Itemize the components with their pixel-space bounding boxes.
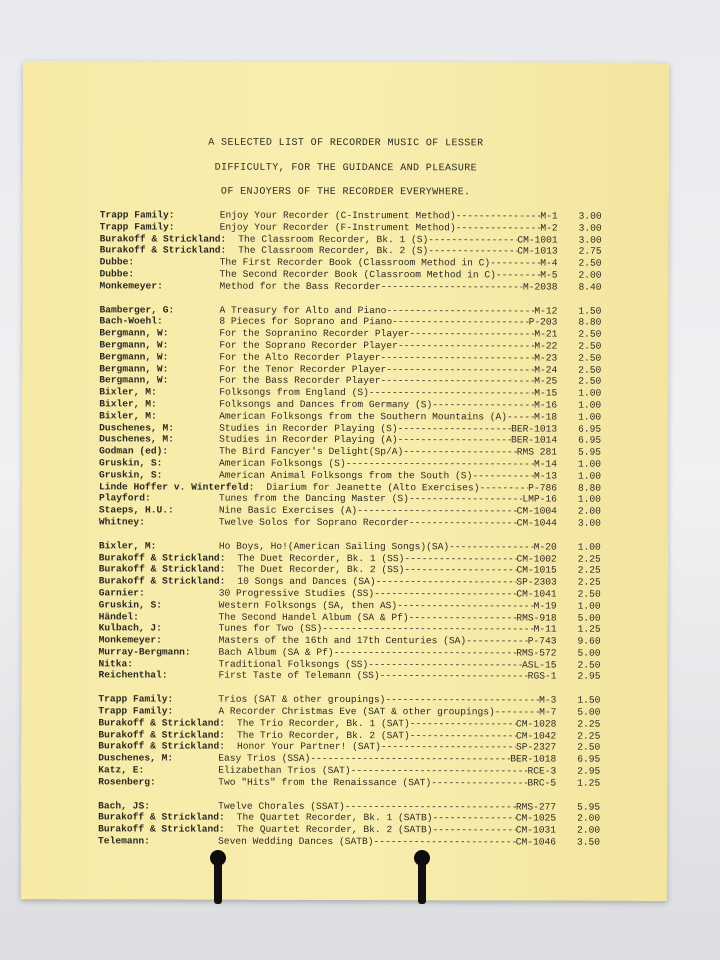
- item-author: Burakoff & Strickland:: [99, 232, 227, 245]
- item-title: The Classroom Recorder, Bk. 2 (S): [238, 245, 429, 257]
- item-title: The Quartet Recorder, Bk. 2 (SATB): [236, 823, 433, 836]
- item-code: M-14: [533, 458, 558, 470]
- item-title: Nine Basic Exercises (A): [218, 504, 358, 517]
- item-code: CM-1028: [516, 718, 557, 730]
- item-author: Dubbe:: [99, 268, 135, 280]
- dotted-leader: [381, 742, 516, 754]
- item-title: Studies in Recorder Playing (S): [219, 422, 398, 434]
- item-title: Tunes for Two (SS): [218, 622, 323, 635]
- item-author: Godman (ed):: [99, 445, 169, 457]
- item-author: Bach, JS:: [98, 800, 150, 812]
- dotted-leader: [428, 234, 517, 246]
- dotted-leader: [456, 210, 541, 222]
- item-code: M-16: [534, 399, 558, 411]
- item-code: M-11: [533, 623, 557, 635]
- item-code: M-20: [533, 541, 557, 553]
- item-price: 1.00: [577, 541, 601, 553]
- item-title: 8 Pieces for Soprano and Piano: [219, 316, 393, 328]
- item-title: The Quartet Recorder, Bk. 1 (SATB): [236, 812, 433, 824]
- item-price: 8.40: [578, 281, 602, 293]
- item-title: Honor Your Partner! (SAT): [236, 741, 381, 753]
- dotted-leader: [334, 647, 517, 659]
- item-title: Traditional Folksongs (SS): [218, 658, 369, 670]
- item-author: Burakoff & Strickland:: [98, 729, 226, 741]
- item-title: The Duet Recorder, Bk. 2 (SS): [237, 564, 405, 576]
- item-title: For the Tenor Recorder Player: [219, 363, 387, 375]
- item-code: CM-1044: [516, 517, 557, 529]
- item-code: M-21: [534, 328, 558, 340]
- list-section: [99, 304, 602, 529]
- item-code: M-2038: [522, 281, 558, 293]
- item-code: M-1: [540, 210, 558, 222]
- item-price: 2.50: [577, 659, 601, 671]
- music-list: [98, 209, 602, 860]
- item-code: P-786: [528, 482, 557, 494]
- item-author: Murray-Bergmann:: [98, 646, 191, 658]
- item-price: 2.50: [578, 364, 602, 376]
- item-price: 2.00: [578, 269, 602, 281]
- item-code: SP-2303: [516, 576, 557, 588]
- heading-line-2: DIFFICULTY, FOR THE GUIDANCE AND PLEASURE: [214, 162, 478, 175]
- dotted-leader: [404, 553, 516, 565]
- dotted-leader: [398, 434, 511, 446]
- item-price: 2.95: [577, 765, 601, 777]
- dotted-leader: [409, 493, 522, 505]
- item-author: Monkemeyer:: [99, 280, 163, 292]
- item-price: 2.50: [578, 352, 602, 364]
- item-author: Duschenes, M:: [99, 433, 174, 445]
- dotted-leader: [374, 588, 516, 600]
- item-price: 2.50: [578, 375, 602, 388]
- item-code: RGS-1: [527, 670, 557, 683]
- item-code: M-5: [540, 269, 558, 281]
- item-author: Burakoff & Strickland:: [98, 811, 225, 824]
- item-price: 5.95: [577, 801, 601, 813]
- dotted-leader: [345, 801, 516, 813]
- item-price: 2.50: [577, 588, 601, 600]
- item-author: Burakoff & Strickland:: [99, 244, 227, 257]
- item-author: Bergmann, W:: [99, 327, 169, 339]
- item-author: Burakoff & Strickland:: [98, 551, 226, 564]
- dotted-leader: [346, 458, 534, 470]
- item-author: Gruskin, S:: [99, 457, 163, 469]
- recorder-music-list-sheet: [21, 61, 669, 901]
- dotted-leader: [322, 623, 533, 635]
- item-author: Nitka:: [98, 658, 134, 670]
- item-code: BRC-5: [527, 777, 557, 789]
- item-title: The Bird Fancyer's Delight(Sp/A): [219, 445, 404, 458]
- dotted-leader: [431, 777, 527, 789]
- list-section: [98, 540, 600, 683]
- item-price: 6.95: [578, 423, 602, 435]
- dotted-leader: [472, 470, 534, 482]
- dotted-leader: [404, 564, 516, 576]
- item-title: A Treasury for Alto and Piano: [219, 304, 387, 316]
- item-price: 1.00: [578, 387, 602, 399]
- item-code: BER-1013: [511, 422, 558, 435]
- list-section: [99, 209, 601, 293]
- dotted-leader: [380, 375, 534, 387]
- dotted-leader: [351, 765, 528, 777]
- dotted-leader: [397, 600, 534, 612]
- item-title: 10 Songs and Dances (SA): [237, 575, 376, 588]
- list-item: [98, 670, 600, 683]
- item-author: Rosenberg:: [98, 776, 156, 788]
- item-price: 6.95: [578, 434, 602, 447]
- item-author: Bixler, M:: [99, 410, 157, 422]
- item-code: CM-1013: [517, 245, 558, 257]
- item-code: M-3: [539, 694, 557, 706]
- item-price: 1.25: [577, 777, 601, 789]
- item-title: The Trio Recorder, Bk. 1 (SAT): [237, 717, 410, 730]
- item-title: The Classroom Recorder, Bk. 1 (S): [238, 233, 429, 245]
- item-price: 2.00: [577, 505, 601, 517]
- item-code: CM-1004: [516, 505, 557, 517]
- item-code: RCE-3: [527, 765, 557, 777]
- item-price: 5.00: [577, 706, 601, 718]
- item-author: Händel:: [98, 610, 139, 622]
- list-section: [98, 694, 600, 790]
- item-price: 1.50: [577, 694, 601, 706]
- item-code: CM-1002: [516, 552, 557, 565]
- item-price: 6.95: [577, 753, 601, 765]
- item-author: Trapp Family:: [99, 221, 175, 233]
- item-code: BER-1018: [510, 753, 557, 765]
- item-price: 9.60: [577, 635, 601, 647]
- dotted-leader: [310, 753, 510, 765]
- item-title: A Recorder Christmas Eve (SAT & other groupings): [218, 705, 495, 718]
- item-title: For the Bass Recorder Player: [219, 375, 381, 387]
- dotted-leader: [385, 694, 539, 706]
- item-title: The Second Handel Album (SA & Pf): [218, 611, 409, 623]
- item-author: Bixler, M:: [99, 386, 157, 398]
- dotted-leader: [409, 517, 517, 529]
- item-author: Gruskin, S:: [99, 469, 163, 481]
- dotted-leader: [490, 258, 540, 270]
- dotted-leader: [496, 269, 540, 281]
- item-title: Enjoy Your Recorder (F-Instrument Method): [219, 221, 456, 234]
- item-price: 2.50: [578, 340, 602, 352]
- item-code: P-203: [528, 316, 558, 328]
- stand-peg-left: [214, 856, 222, 904]
- dotted-leader: [380, 671, 528, 683]
- item-title: Method for the Bass Recorder: [219, 280, 381, 292]
- dotted-leader: [376, 576, 517, 588]
- dotted-leader: [449, 541, 534, 553]
- item-author: Burakoff & Strickland:: [98, 575, 226, 587]
- item-author: Bergmann, W:: [99, 339, 169, 351]
- item-price: 2.25: [577, 553, 601, 565]
- item-author: Burakoff & Strickland:: [98, 717, 226, 729]
- item-author: Linde Hoffer v. Winterfeld:: [98, 480, 255, 493]
- item-title: American Animal Folksongs from the South (S): [219, 469, 473, 482]
- item-author: Garnier:: [98, 587, 145, 599]
- item-title: Ho Boys, Ho!(American Sailing Songs)(SA): [218, 540, 450, 552]
- item-title: Studies in Recorder Playing (A): [219, 434, 398, 446]
- item-author: Monkemeyer:: [98, 634, 162, 646]
- item-price: 2.25: [577, 718, 601, 730]
- item-title: Masters of the 16th and 17th Centuries (SA): [218, 634, 467, 647]
- item-code: CM-1042: [516, 730, 557, 742]
- item-author: Trapp Family:: [99, 209, 175, 221]
- item-title: The First Recorder Book (Classroom Method in C): [219, 256, 491, 269]
- dotted-leader: [386, 364, 534, 376]
- item-title: 30 Progressive Studies (SS): [218, 587, 375, 599]
- item-price: 3.50: [577, 836, 601, 848]
- dotted-leader: [432, 824, 515, 836]
- item-price: 5.95: [578, 446, 602, 458]
- dotted-leader: [381, 281, 523, 293]
- item-code: M-13: [533, 470, 558, 482]
- item-code: M-4: [540, 257, 558, 269]
- item-price: 1.00: [577, 470, 602, 482]
- item-author: Burakoff & Strickland:: [98, 823, 225, 835]
- item-price: 2.25: [577, 576, 601, 588]
- item-price: 2.50: [577, 742, 601, 754]
- item-code: CM-1046: [515, 836, 557, 848]
- item-author: Bixler, M:: [98, 540, 157, 552]
- item-author: Katz, E:: [98, 764, 145, 776]
- item-title: American Folksongs (S): [219, 457, 346, 469]
- item-title: Trios (SAT & other groupings): [218, 693, 386, 706]
- item-author: Reichenthal:: [98, 669, 168, 682]
- item-title: Bach Album (SA & Pf): [218, 646, 334, 658]
- dotted-leader: [507, 411, 534, 423]
- item-price: 1.25: [577, 623, 601, 635]
- item-price: 5.00: [577, 647, 601, 659]
- item-price: 5.00: [577, 612, 601, 624]
- item-title: Twelve Solos for Soprano Recorder: [218, 516, 409, 529]
- dotted-leader: [373, 836, 515, 848]
- item-code: CM-1031: [515, 824, 557, 836]
- item-title: Folksongs and Dances from Germany (S): [219, 398, 433, 411]
- heading-line-1: A SELECTED LIST OF RECORDER MUSIC OF LESSER: [208, 137, 484, 150]
- stand-peg-right: [418, 856, 426, 904]
- item-author: Bixler, M:: [99, 398, 157, 410]
- item-code: RMS-918: [516, 611, 557, 624]
- dotted-leader: [386, 305, 534, 317]
- dotted-leader: [369, 387, 534, 399]
- item-author: Dubbe:: [99, 256, 135, 268]
- item-author: Duschenes, M:: [99, 421, 174, 434]
- item-title: Western Folksongs (SA, then AS): [218, 599, 398, 611]
- item-price: 1.00: [578, 411, 602, 423]
- item-price: 3.00: [578, 210, 602, 222]
- item-price: 2.00: [577, 824, 601, 836]
- item-code: M-24: [534, 364, 558, 376]
- item-price: 2.00: [577, 813, 601, 825]
- dotted-leader: [466, 635, 528, 647]
- item-title: Elizabethan Trios (SAT): [218, 764, 351, 777]
- dotted-leader: [403, 446, 516, 458]
- item-author: Trapp Family:: [98, 705, 174, 717]
- list-item: [98, 835, 600, 848]
- item-price: 2.50: [578, 328, 602, 340]
- item-code: M-23: [534, 352, 558, 364]
- list-item: [99, 280, 601, 293]
- item-author: Duschenes, M:: [98, 752, 174, 764]
- dotted-leader: [368, 659, 522, 671]
- item-title: Easy Trios (SSA): [218, 752, 311, 765]
- item-code: M-19: [533, 600, 557, 612]
- item-title: Twelve Chorales (SSAT): [218, 800, 345, 812]
- item-author: Kulbach, J:: [98, 622, 162, 634]
- dotted-leader: [410, 730, 516, 742]
- item-code: M-22: [534, 340, 558, 352]
- list-item: [99, 516, 601, 529]
- dotted-leader: [381, 352, 535, 364]
- item-author: Bergmann, W:: [99, 351, 169, 363]
- item-code: M-2: [540, 222, 558, 234]
- item-price: 2.75: [578, 246, 602, 258]
- item-author: Gruskin, S:: [98, 599, 163, 611]
- item-price: 2.50: [578, 257, 602, 269]
- list-item: [98, 776, 600, 789]
- item-price: 3.00: [577, 517, 601, 529]
- item-price: 2.25: [577, 564, 601, 576]
- item-price: 1.00: [577, 600, 601, 612]
- item-title: For the Soprano Recorder Player: [219, 339, 398, 352]
- item-code: M-7: [539, 706, 557, 718]
- item-code: SP-2327: [515, 741, 557, 754]
- item-title: Folksongs from England (S): [219, 386, 369, 399]
- item-author: Bamberger, G:: [99, 303, 175, 316]
- item-author: Whitney:: [98, 516, 145, 528]
- dotted-leader: [409, 328, 534, 340]
- item-title: For the Alto Recorder Player: [219, 351, 381, 363]
- item-price: 1.00: [577, 493, 601, 505]
- item-title: First Taste of Telemann (SS): [218, 670, 380, 682]
- item-title: Tunes from the Dancing Master (S): [218, 492, 409, 505]
- dotted-leader: [398, 423, 511, 435]
- item-code: LMP-16: [522, 493, 557, 505]
- item-title: The Trio Recorder, Bk. 2 (SAT): [236, 729, 410, 741]
- item-code: RMS 281: [516, 446, 558, 458]
- item-code: RMS-277: [515, 801, 557, 813]
- dotted-leader: [398, 340, 535, 352]
- item-code: BER-1014: [511, 434, 558, 446]
- item-code: M-25: [534, 375, 558, 387]
- item-author: Telemann:: [98, 835, 150, 847]
- item-code: P-743: [527, 635, 557, 647]
- item-code: RMS-572: [516, 647, 557, 659]
- item-author: Bergmann, W:: [99, 374, 169, 386]
- item-code: ASL-15: [521, 659, 557, 671]
- dotted-leader: [428, 246, 517, 258]
- item-title: Diarium for Jeanette (Alto Exercises): [266, 481, 480, 493]
- item-author: Trapp Family:: [98, 693, 174, 705]
- dotted-leader: [433, 813, 516, 825]
- item-author: Bergmann, W:: [99, 362, 169, 375]
- dotted-leader: [392, 316, 529, 328]
- item-author: Playford:: [98, 492, 151, 504]
- item-code: CM-1025: [515, 812, 557, 825]
- dotted-leader: [432, 399, 534, 411]
- item-title: Two "Hits" from the Renaissance (SAT): [218, 776, 432, 789]
- item-title: American Folksongs from the Southern Mountains (A): [219, 410, 508, 423]
- item-price: 3.00: [578, 222, 602, 234]
- item-code: CM-1015: [516, 564, 557, 576]
- item-title: The Second Recorder Book (Classroom Method in C): [219, 268, 496, 281]
- item-code: M-15: [534, 387, 558, 399]
- item-code: CM-1041: [516, 588, 557, 600]
- dotted-leader: [495, 706, 539, 718]
- item-price: 8.80: [577, 482, 601, 494]
- item-author: Staeps, H.U.:: [98, 504, 174, 516]
- item-price: 3.00: [578, 234, 602, 246]
- dotted-leader: [479, 482, 528, 494]
- item-author: Bach-Woehl:: [99, 315, 163, 327]
- dotted-leader: [456, 222, 541, 234]
- heading-line-3: OF ENJOYERS OF THE RECORDER EVERYWHERE.: [220, 186, 471, 199]
- dotted-leader: [357, 505, 517, 517]
- item-title: The Duet Recorder, Bk. 1 (SS): [237, 552, 405, 564]
- item-code: M-18: [534, 411, 558, 423]
- item-title: For the Sopranino Recorder Player: [219, 327, 410, 340]
- list-section: [98, 800, 600, 849]
- dotted-leader: [410, 718, 516, 730]
- item-title: Seven Wedding Dances (SATB): [218, 835, 374, 848]
- item-code: M-12: [534, 305, 558, 317]
- item-price: 2.25: [577, 730, 601, 742]
- item-price: 2.95: [577, 671, 601, 683]
- item-title: Enjoy Your Recorder (C-Instrument Method): [219, 209, 456, 222]
- item-author: Burakoff & Strickland:: [98, 740, 225, 753]
- item-price: 8.80: [578, 316, 602, 329]
- dotted-leader: [409, 612, 517, 624]
- item-price: 1.00: [578, 399, 602, 411]
- item-author: Burakoff & Strickland:: [98, 563, 226, 575]
- item-price: 1.00: [577, 458, 602, 470]
- item-code: CM-1001: [517, 234, 558, 246]
- item-price: 1.50: [578, 305, 602, 317]
